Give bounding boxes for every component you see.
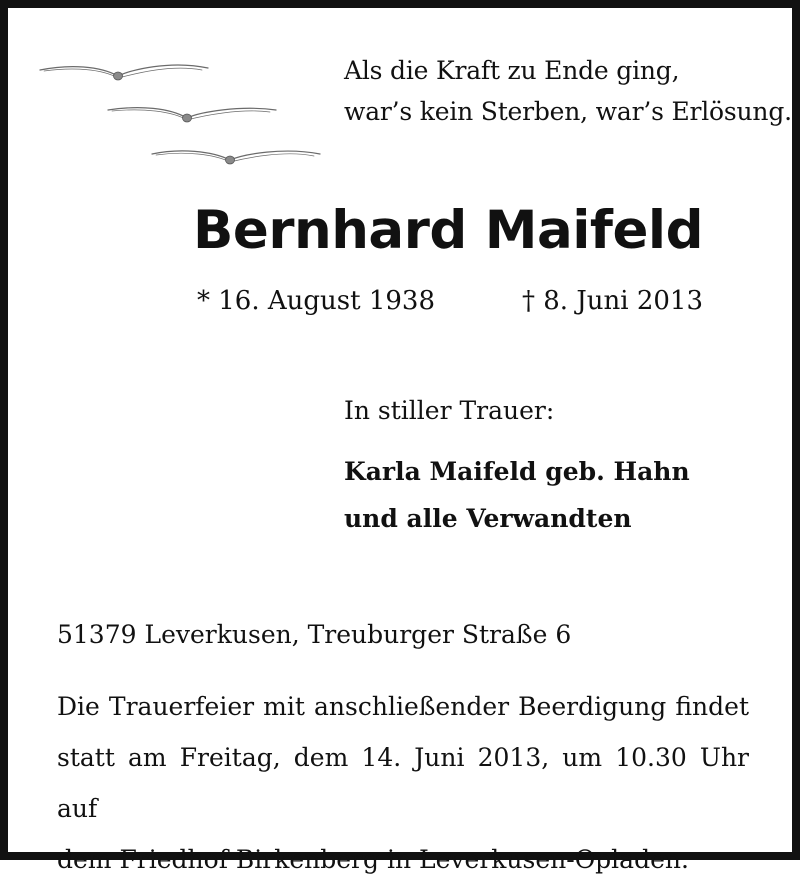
memorial-quote [344,50,792,132]
mourners-list [344,448,690,542]
quote-line: war’s kein Sterben, war’s Erlösung. [344,97,792,126]
quote-line: Als die Kraft zu Ende ging, [344,56,680,85]
mourner-line: und alle Verwandten [344,504,632,533]
deceased-name: Bernhard Maifeld [192,200,704,261]
mourner-line: Karla Maifeld geb. Hahn [344,457,690,486]
mourning-label: In stiller Trauer: [344,396,555,425]
notice-line: Die Trauerfeier mit anschließender Beerdigung findet [57,692,749,721]
notice-line: statt am Freitag, dem 14. Juni 2013, um 10.30 Uhr auf [57,743,749,823]
family-address: 51379 Leverkusen, Treuburger Straße 6 [57,620,572,649]
death-date: † 8. Juni 2013 [522,286,703,316]
notice-line: dem Friedhof Birkenberg in Leverkusen-Opladen. [57,845,689,874]
funeral-notice [57,681,749,885]
flying-birds-icon [30,50,330,180]
birth-date: * 16. August 1938 [197,286,436,316]
